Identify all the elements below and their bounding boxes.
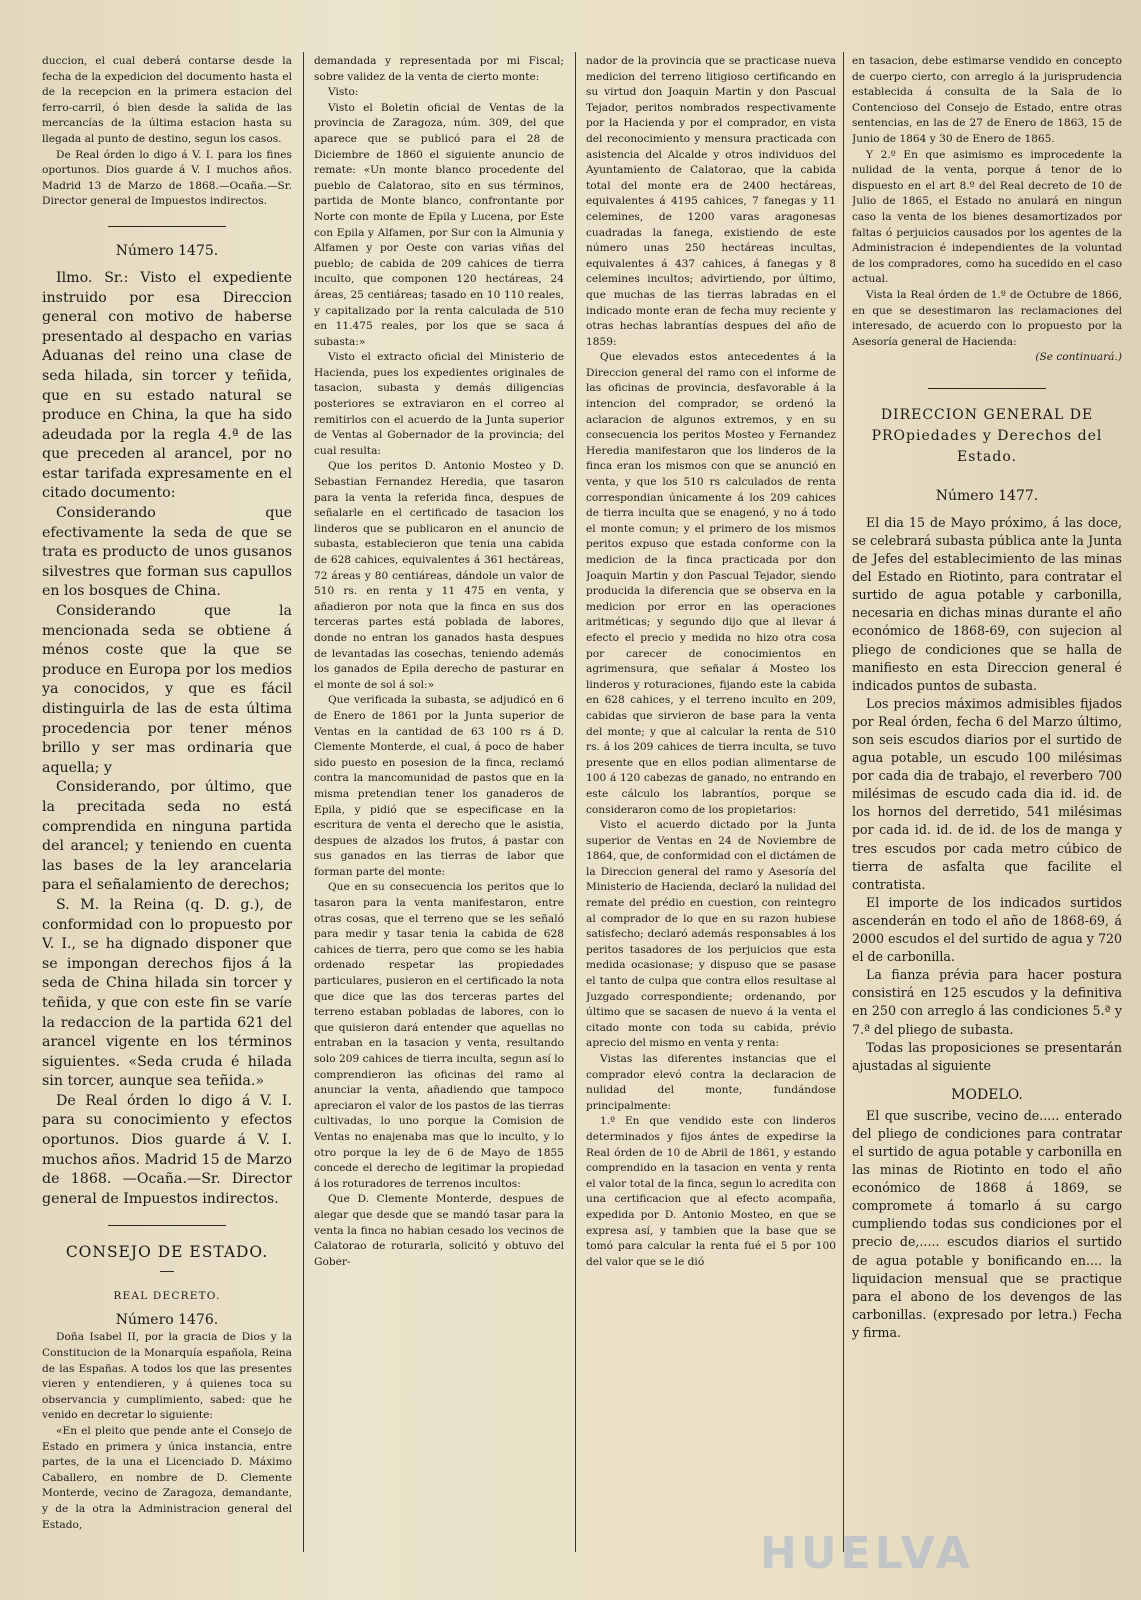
column-3 [586,54,836,1554]
paragraph: Ilmo. Sr.: Visto el expediente instruido por esa Direccion general con motivo de haberse presentado al despacho en varias Aduanas del reino una clase de seda hilada, sin torcer y teñida, que en su estado natural se produce en China, la que ha sido adeudada por la regla 4.ª de las que preceden al arancel, por no estar tarifada expresamente en el citado documento: [42,269,292,502]
column-divider [575,52,576,1552]
paragraph: Considerando, por último, que la precitada seda no está comprendida en ninguna partida del arancel; y teniendo en cuenta las bases de la ley arancelaria para el señalamiento de derechos; [42,779,292,894]
paragraph: Visto el Boletin oficial de Ventas de la provincia de Zaragoza, núm. 309, del que aparece que se publicó para el 28 de Diciembre de 1860 el siguiente anuncio de remate: «Un monte blanco procedente del pueblo de Calatorao, sito en sus términos, partida de Monte blanco, confrontante por Norte con monte de Epila y Lucena, por Este con Epila y Alfamen, por Sur con la Almunia y Alfamen y por Oeste con varias viñas del pueblo; de cabida de 209 cahices de tierra inculto, que componen 120 hectáreas, 24 áreas, 25 centiáreas; tasado en 10 110 reales, y capitalizado por la renta calculada de 510 en 11.475 reales, por los que se saca á subasta:» [314,101,564,348]
continued-note: (Se continuará.) [1035,351,1122,364]
archive-watermark: HUELVA [760,1528,974,1579]
separator-tick [160,1271,174,1272]
column-1 [42,54,292,1554]
paragraph: S. M. la Reina (q. D. g.), de conformidad con lo propuesto por V. I., se ha dignado disponer que se impongan derechos fijos á la seda de China hilada sin torcer y teñida, y que con este fin se varíe la redaccion de la partida 621 del arancel vigente en los términos siguientes. «Seda cruda é hilada sin torcer, aunque sea teñida.» [42,896,292,1090]
paragraph: Que verificada la subasta, se adjudicó en 6 de Enero de 1861 por la Junta superior de Ventas en la cantidad de 63 100 rs á D. Clemente Monterde, el cual, á poco de haber sido puesto en posesion de la finca, reclamó contra la mancomunidad de pastos que en la misma pretendian tener los ganaderos de Epila, y pidió que se especificase en la escritura de venta el derecho que le asistia, despues de alzados los frutos, á pastar con sus ganados en las tierras de labor que forman parte del monte: [314,694,564,878]
paragraph: en tasacion, debe estimarse vendido en concepto de cuerpo cierto, con arreglo á la jurisprudencia establecida á consulta de la Sala de lo Contencioso del Consejo de Estado, entre otras sentencias, en las de 27 de Enero de 1863, 15 de Junio de 1864 y 30 de Enero de 1865. [852,55,1122,145]
column-divider [843,52,844,1552]
paragraph: Que en su consecuencia los peritos que lo tasaron para la venta manifestaron, entre otras cosas, que el terreno que se les señaló para medir y tasar tenia la cabida de 628 cahices de tierra, pero que como se les habia ordenado respetar las propiedades particulares, pusieron en el certificado la nota que dice que las dos terceras partes del terreno estaban pobladas de labores, con lo que quisieron dará entender que aquellas no entraban en la tasacion y venta, resultando solo 209 cahices de tierra inculta, segun así lo comprendieron las oficinas del ramo al anunciar la venta, añadiendo que tampoco apreciaron el valor de los pastos de las tierras cultivadas, lo uno porque la Comision de Ventas no enajenaba mas que lo inculto, y lo otro porque la ley de 6 de Mayo de 1855 concede el derecho de legitimar la propiedad á los roturadores de terrenos incultos: [314,881,564,1190]
paragraph: duccion, el cual deberá contarse desde la fecha de la expedicion del documento hasta el de la recepcion en la primera estacion del ferro-carril, ó bien desde la salida de las mercancías de la última estacion hasta su llegada al punto de destino, segun los casos. [42,55,292,145]
paragraph: Visto el extracto oficial del Ministerio de Hacienda, pues los expedientes originales de tasacion, subasta y demás diligencias posteriores se extraviaron en el correo al remitirlos con el acuerdo de la Junta superior de Ventas al Gobernador de la provincia; del cual resulta: [314,351,564,457]
paragraph: De Real órden lo digo á V. I. para los fines oportunos. Dios guarde á V. I muchos años. Madrid 13 de Marzo de 1868.—Ocaña.—Sr. Director general de Impuestos indirectos. [42,148,292,208]
decree-heading: REAL DECRETO. [113,1290,221,1303]
paragraph: Vistas las diferentes instancias que el comprador elevó contra la declaracion de nulidad del monte, fundándose principalmente: [586,1053,836,1112]
paragraph: demandada y representada por mi Fiscal; sobre validez de la venta de cierto monte: [314,55,564,83]
paragraph: Que D. Clemente Monterde, despues de alegar que desde que se mandó tasar para la venta la finca no habian cesado los vecinos de Calatorao de roturarla, solicitó y obtuvo del Gober- [314,1193,564,1268]
paragraph: Que los peritos D. Antonio Mosteo y D. Sebastian Fernandez Heredia, que tasaron para la venta la referida finca, despues de señalarle en el certificado de tasacion los linderos que se publicaron en el anuncio de subasta, establecieron que tenia una cabida de 628 cahices, equivalentes á 361 hectáreas, 72 áreas y 80 centiáreas, dándole un valor de 510 rs. en renta y 11 475 en venta, y añadieron por nota que la finca en sus dos terceras partes está poblada de labores, donde no entran los ganados hasta despues de levantadas las cosechas, teniendo además los ganados de Epila derecho de pasturar en el monte de sol á sol:» [314,460,564,691]
paragraph: Y 2.º En que asimismo es improcedente la nulidad de la venta, porque á tenor de lo dispuesto en el art 8.º del Real decreto de 10 de Julio de 1865, el Estado no anulará en ningun caso la venta de los bienes desamortizados por faltas ó perjuicios causados por los agentes de la Administracion é independientes de la voluntad de los compradores, como ha sucedido en el caso actual. [852,148,1122,286]
paragraph: 1.º En que vendido este con linderos determinados y fijos ántes de expedirse la Real órden de 10 de Abril de 1861, y estando comprendido en la tasacion en venta y renta el valor total de la finca, segun lo acredita con una certificacion que al efecto acompaña, expedida por D. Antonio Mosteo, en que se expresa así, y tambien que la base que se tomó para calcular la renta fué el 5 por 100 del valor que se le dió [586,1115,836,1268]
paragraph: «En el pleito que pende ante el Consejo de Estado en primera y única instancia, entre partes, de la una el Licenciado D. Máximo Caballero, en nombre de D. Clemente Monterde, vecino de Zaragoza, demandante, y de la otra la Administracion general del Estado, [42,1425,292,1531]
paragraph: Vista la Real órden de 1.º de Octubre de 1866, en que se desestimaron las reclamaciones del interesado, de acuerdo con lo propuesto por la Asesoría general de Hacienda: [852,288,1122,348]
section-title: DIRECCION GENERAL DE PROpiedades y Derechos del Estado. [871,406,1103,465]
separator-rule [108,226,226,227]
paragraph: Visto: [328,86,359,99]
paragraph: nador de la provincia que se practicase nueva medicion del terreno litigioso certificando en su virtud don Joaquin Martin y don Pascual Tejador, peritos nombrados respectivamente por la Hacienda y por el comprador, en vista del reconocimiento y mensura practicada con asistencia del Alcalde y otros individuos del Ayuntamiento de Calatorao, que la cabida total del monte era de 2400 hectáreas, equivalentes á 4195 cahices, 7 fanegas y 11 celemines, de 1200 varas aragonesas cuadradas la fanega, existiendo de este número unas 250 hectáreas incultas, equivalentes á 437 cahices, á fanegas y 8 celemines incultos; advirtiendo, por último, que muchas de las tierras labradas en el indicado monte eran de fecha muy reciente y otras hechas labrantías despues del año de 1859: [586,55,836,348]
paragraph: De Real órden lo digo á V. I. para su conocimiento y efectos oportunos. Dios guarde á V. I. muchos años. Madrid 15 de Marzo de 1868. —Ocaña.—Sr. Director general de Impuestos indirectos. [42,1092,292,1207]
column-2 [314,54,564,1554]
paragraph: Todas las proposiciones se presentarán ajustadas al siguiente [852,1039,1122,1073]
item-number: Número 1476. [115,1312,219,1329]
paragraph: Visto el acuerdo dictado por la Junta superior de Ventas en 24 de Noviembre de 1864, que, de conformidad con el dictámen de la Direccion general del ramo y Asesoría del Ministerio de Hacienda, declaró la nulidad del remate del prédio en cuestion, con reintegro al comprador de lo que en su razon hubiese satisfecho; declaró además responsables á los peritos tasadores de los perjuicios que esta medida ocasionase; y dispuso que se pasase el tanto de culpa que contra ellos resultase al Juzgado correspondiente; ordenando, por último que se sacasen de nuevo á la venta el citado monte con toda su cabida, prévio aprecio del mismo en venta y renta: [586,819,836,1050]
item-number: Número 1477. [935,487,1039,504]
paragraph: La fianza prévia para hacer postura consistirá en 125 escudos y la definitiva en 250 con arreglo á las condiciones 5.ª y 7.ª del pliego de subasta. [852,967,1122,1037]
paragraph: El importe de los indicados surtidos ascenderán en todo el año de 1868-69, á 2000 escudos el del surtido de agua y 720 el de carbonilla. [852,894,1122,965]
column-divider [303,52,304,1552]
separator-rule [928,388,1046,389]
paragraph: Considerando que efectivamente la seda de que se trata es producto de unos gusanos silvestres que forman sus capullos en los bosques de China. [42,505,292,600]
paragraph: El que suscribe, vecino de..... enterado del pliego de condiciones para contratar el surtido de agua potable y carbonilla en las minas de Riotinto en todo el año económico de 1868 á 1869, se compromete á tomarlo á su cargo cumpliendo todas sus condiciones por el precio de,..... escudos diarios el surtido de agua potable y bonificando en.... la liquidacion mensual que se practique para el abono de los devengos de las carbonillas. (expresado por letra.) Fecha y firma. [852,1107,1122,1340]
paragraph: Doña Isabel II, por la gracia de Dios y la Constitucion de la Monarquía española, Reina de las Españas. A todos los que las presentes vieren y entendieren, y á quienes toca su observancia y cumplimiento, sabed: que he venido en decretar lo siguiente: [42,1331,292,1422]
section-title: CONSEJO DE ESTADO. [65,1243,269,1262]
paragraph: Los precios máximos admisibles fijados por Real órden, fecha 6 del Marzo último, son seis escudos diarios por el surtido de agua potable, un escudo 100 milésimas por cada dia de trabajo, el reverbero 700 milésimas de escudo cada dia id. id. de los hornos del derretido, 541 milésimas por cada id. id. de id. de los de manga y tres escudos por cada metro cúbico de tierra de asfalta que facilite el contratista. [852,695,1122,892]
item-number: Número 1475. [115,242,219,259]
paragraph: Que elevados estos antecedentes á la Direccion general del ramo con el informe de las oficinas de provincia, desfavorable á la intencion del comprador, se ordenó la aclaracion de algunos extremos, y en su consecuencia los peritos Mosteo y Fernandez Heredia manifestaron que los linderos de la finca eran los mismos con que se anunció en venta, y que los 510 rs calculados de renta correspondian únicamente á los 209 cahices de tierra inculta que se enagenó, y no á todo el monte comun; y el primero de los mismos peritos expuso que estada conforme con la medicion de la finca practicada por don Joaquin Martin y don Pascual Tejador, siendo producida la diferencia que se observa en la medicion por error en las operaciones aritméticas; y segundo dijo que al llevar á efecto el precio y medida no hizo otra cosa por carecer de conocimientos en agrimensura, que señalar á Mosteo los linderos y roturaciones, fijando este la cabida en 628 cahices, y el terreno inculto en 209, cabidas que sirvieron de base para la venta del monte; y que al calcular la renta de 510 rs. á los 209 cahices de tierra inculta, se tuvo presente que en ellos podian alimentarse de 100 á 120 cabezas de ganado, no entrando en este cálculo los labrantíos, porque se consideraron como de los propietarios: [586,351,836,816]
model-heading: MODELO. [951,1086,1023,1103]
paragraph: El dia 15 de Mayo próximo, á las doce, se celebrará subasta pública ante la Junta de Jefes del establecimiento de las minas del Estado en Riotinto, para contratar el surtido de agua potable y carbonilla, necesaria en dichas minas durante el año económico de 1868-69, con sujecion al pliego de condiciones que se halla de manifiesto en esta Direccion general é indicados puntos de subasta. [852,514,1122,693]
column-4 [852,54,1122,1554]
paragraph: Considerando que la mencionada seda se obtiene á ménos coste que la que se produce en Europa por los medios ya conocidos, y que es fácil distinguirla de las de esta última procedencia por tener ménos brillo y ser mas ordinaria que aquella; y [42,603,292,776]
separator-rule [108,1225,226,1226]
